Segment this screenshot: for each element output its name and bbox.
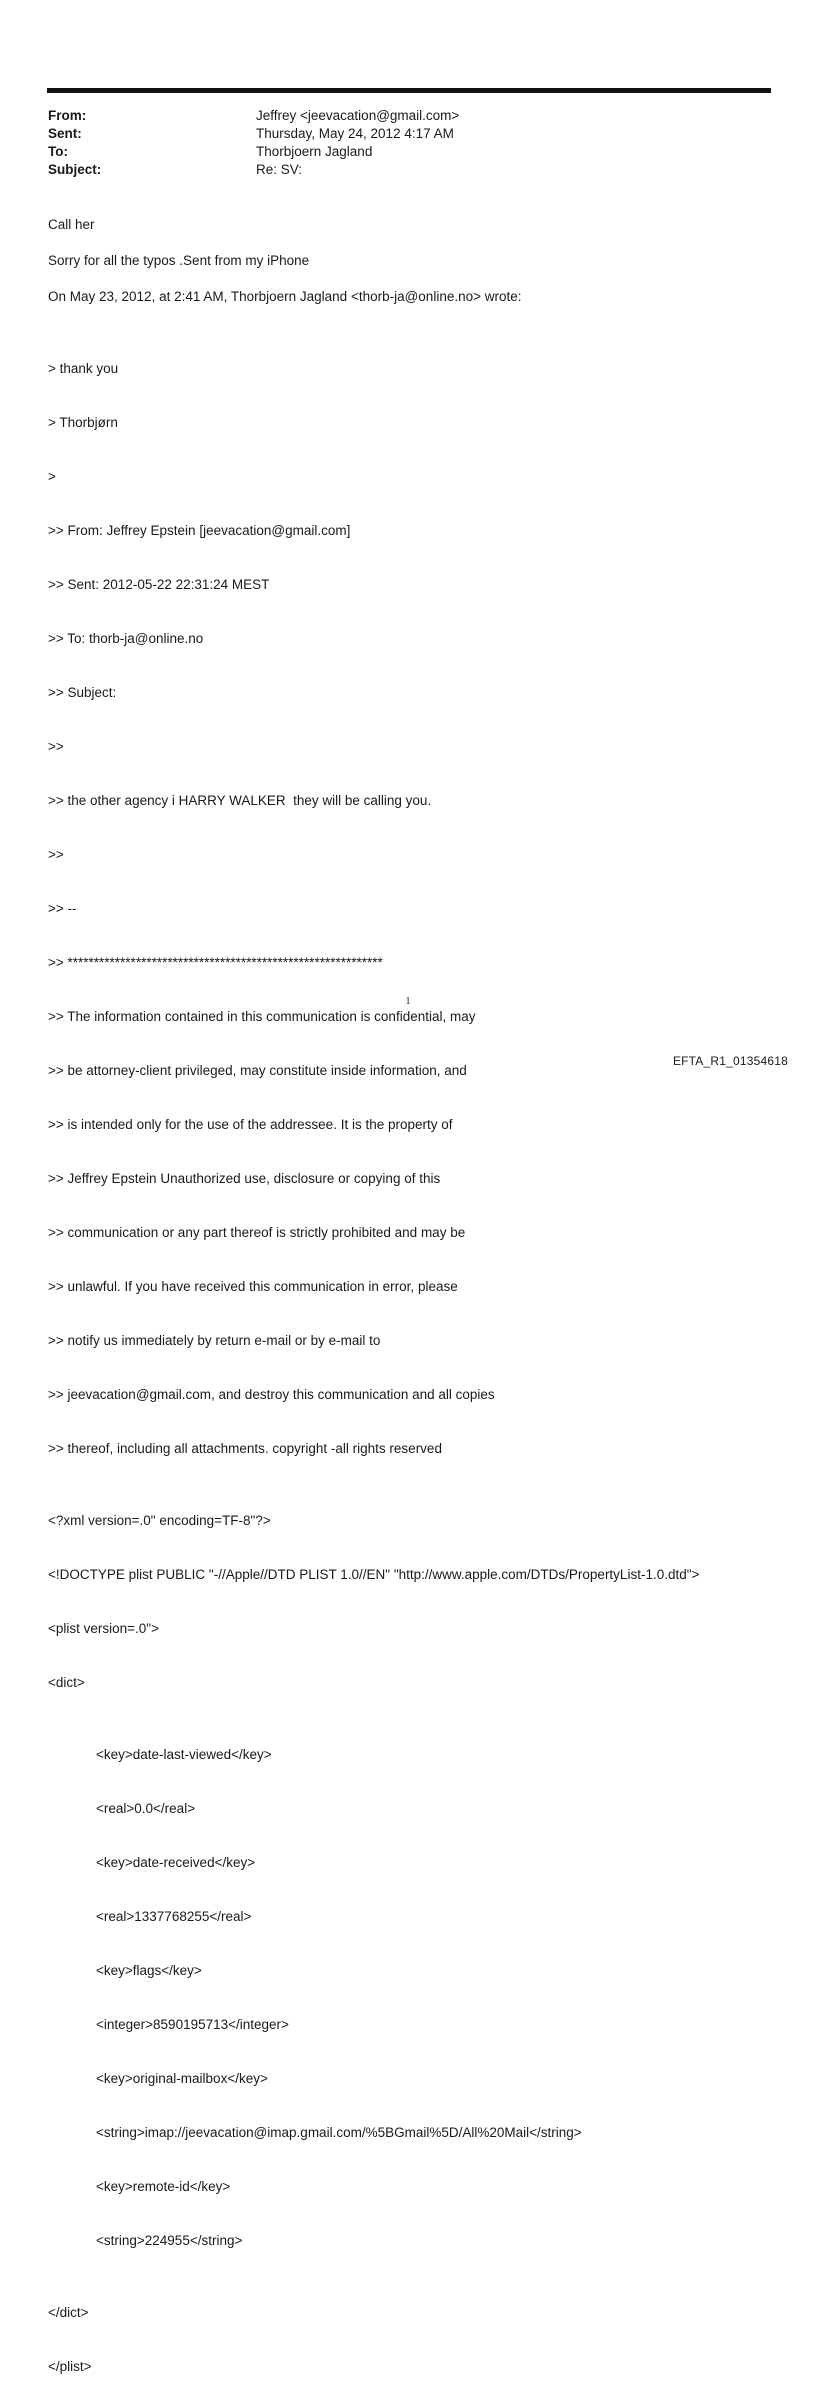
attribution-text: On May 23, 2012, at 2:41 AM, Thorbjoern Jagland <thorb-ja@online.no> wrote: <box>48 289 522 304</box>
quoted-line: >> the other agency i HARRY WALKER they will be calling you. <box>48 793 432 808</box>
quoted-line: > <box>48 469 56 484</box>
xml-indented-line: <real>0.0</real> <box>96 1801 196 1816</box>
email-header <box>48 107 748 179</box>
signature-text: Sorry for all the typos .Sent from my iPhone <box>48 253 310 268</box>
reply-text: Call her <box>48 217 95 232</box>
quoted-line: >> ************************************************************ <box>48 955 383 970</box>
quoted-line: >> notify us immediately by return e-mail or by e-mail to <box>48 1333 381 1348</box>
quoted-line: >> <box>48 739 64 754</box>
quoted-line: >> unlawful. If you have received this communication in error, please <box>48 1279 458 1294</box>
xml-indented-line: <key>date-received</key> <box>96 1855 256 1870</box>
quoted-line: >> <box>48 847 64 862</box>
xml-closing-line: </dict> <box>48 2305 89 2320</box>
quoted-line: >> The information contained in this communication is confidential, may <box>48 1009 476 1024</box>
subject-label: Subject: <box>48 162 102 177</box>
quoted-line: >> thereof, including all attachments. copyright -all rights reserved <box>48 1441 442 1456</box>
quoted-line: > thank you <box>48 361 119 376</box>
to-label: To: <box>48 144 68 159</box>
xml-line: <plist version=.0"> <box>48 1621 159 1636</box>
xml-line: <?xml version=.0" encoding=TF-8"?> <box>48 1513 271 1528</box>
quoted-line: >> is intended only for the use of the addressee. It is the property of <box>48 1117 453 1132</box>
xml-indented-line: <key>date-last-viewed</key> <box>96 1747 272 1762</box>
xml-indented-line: <string>imap://jeevacation@imap.gmail.com/%5BGmail%5D/All%20Mail</string> <box>96 2125 582 2140</box>
sent-value: Thursday, May 24, 2012 4:17 AM <box>256 126 454 141</box>
xml-indented-line: <key>flags</key> <box>96 1963 202 1978</box>
xml-closing-line: </plist> <box>48 2359 92 2374</box>
header-rule <box>47 88 771 93</box>
xml-indented-line: <key>remote-id</key> <box>96 2179 231 2194</box>
xml-indented-line: <key>original-mailbox</key> <box>96 2071 268 2086</box>
quoted-line: > Thorbjørn <box>48 415 118 430</box>
quoted-line: >> -- <box>48 901 77 916</box>
to-value: Thorbjoern Jagland <box>256 144 373 159</box>
from-label: From: <box>48 108 87 123</box>
page-number: 1 <box>405 996 411 1007</box>
quoted-line: >> jeevacation@gmail.com, and destroy this communication and all copies <box>48 1387 495 1402</box>
quoted-line: >> Sent: 2012-05-22 22:31:24 MEST <box>48 577 270 592</box>
subject-row <box>48 161 748 179</box>
xml-line: <dict> <box>48 1675 85 1690</box>
quoted-message <box>48 324 788 2394</box>
quoted-line: >> Jeffrey Epstein Unauthorized use, disclosure or copying of this <box>48 1171 441 1186</box>
quoted-line: >> communication or any part thereof is strictly prohibited and may be <box>48 1225 466 1240</box>
from-value: Jeffrey <jeevacation@gmail.com> <box>256 108 460 123</box>
quoted-line: >> From: Jeffrey Epstein [jeevacation@gmail.com] <box>48 523 351 538</box>
from-row <box>48 107 748 125</box>
quoted-line: >> Subject: <box>48 685 117 700</box>
quoted-line: >> be attorney-client privileged, may constitute inside information, and <box>48 1063 467 1078</box>
xml-line: <!DOCTYPE plist PUBLIC "-//Apple//DTD PLIST 1.0//EN" "http://www.apple.com/DTDs/PropertyList-1.0.dtd"> <box>48 1567 700 1582</box>
xml-indented-line: <integer>8590195713</integer> <box>96 2017 289 2032</box>
to-row <box>48 143 748 161</box>
sent-row <box>48 125 748 143</box>
xml-indented-line: <real>1337768255</real> <box>96 1909 252 1924</box>
subject-value: Re: SV: <box>256 162 303 177</box>
sent-label: Sent: <box>48 126 82 141</box>
xml-indented-line: <string>224955</string> <box>96 2233 243 2248</box>
quoted-line: >> To: thorb-ja@online.no <box>48 631 204 646</box>
bates-number: EFTA_R1_01354618 <box>672 1054 788 1068</box>
